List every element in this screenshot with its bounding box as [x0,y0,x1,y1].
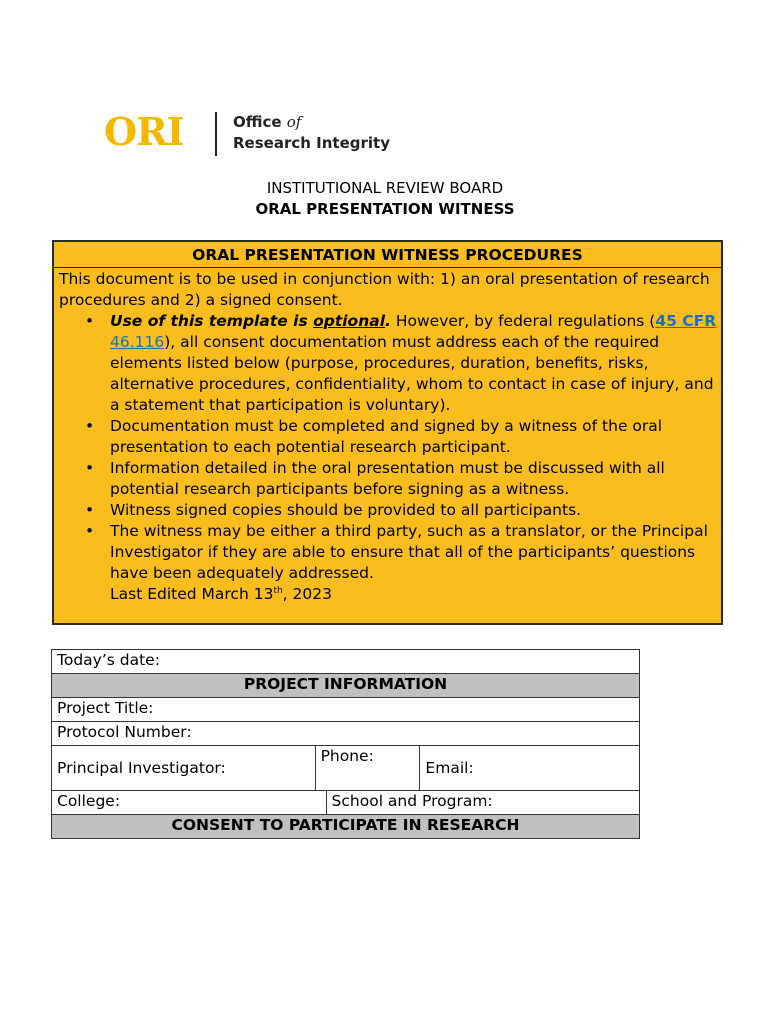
procedures-box [52,240,723,625]
principal-investigator-field[interactable]: Principal Investigator: [52,746,316,791]
document-title: ORAL PRESENTATION WITNESS [255,200,515,218]
list-item [59,521,717,584]
bullet-icon: • [85,522,95,540]
bullet1-text-rest: ), all consent documentation must address each of the required elements listed below (purpose, procedures, duration, benefits, risks, alternative procedures, confidentiality, whom to contact in case of injury, and a statement that participation is voluntary). [110,333,714,414]
procedures-intro: This document is to be used in conjunction with: 1) an oral presentation of research procedures and 2) a signed consent. [59,270,710,309]
todays-date-field[interactable]: Today’s date: [52,650,640,674]
email-field[interactable]: Email: [420,746,640,791]
last-edited-text: Last Edited March 13 [110,585,274,603]
bullet-icon: • [85,312,95,330]
last-edited-year: , 2023 [282,585,332,603]
procedures-list [59,311,717,584]
logo-divider [215,112,217,156]
bullet-icon: • [85,417,95,435]
bullet1-emphasis: Use of this template is [110,312,314,330]
logo-text [233,112,390,154]
bullet1-text: However, by federal regulations ( [390,312,656,330]
list-item [59,458,717,500]
procedures-title: ORAL PRESENTATION WITNESS PROCEDURES [192,246,583,264]
procedures-body [59,269,717,605]
last-edited-sup: th [273,585,283,596]
college-field[interactable]: College: [52,791,327,815]
cfr-link-section: 46.116 [110,333,165,351]
ori-logo-mark: ORI [104,109,184,154]
school-program-field[interactable]: School and Program: [326,791,639,815]
bullet3-text: Information detailed in the oral presentation must be discussed with all potential research participants before signing as a witness. [110,459,665,498]
cfr-link-bold: 45 CFR [655,312,717,330]
project-info-heading: PROJECT INFORMATION [52,674,640,698]
board-title: INSTITUTIONAL REVIEW BOARD [266,179,504,197]
procedures-divider [54,267,721,268]
project-title-field[interactable]: Project Title: [52,698,640,722]
last-edited [59,584,717,605]
logo-office: Office [233,113,287,131]
bullet1-period: . [385,312,391,330]
protocol-number-field[interactable]: Protocol Number: [52,722,640,746]
bullet2-text: Documentation must be completed and signed by a witness of the oral presentation to each potential research participant. [110,417,663,456]
bullet5-text: The witness may be either a third party, such as a translator, or the Principal Investigator if they are able to ensure that all of the participants’ questions have been adequately addressed. [110,522,708,582]
logo-of: of [286,113,302,131]
consent-heading: CONSENT TO PARTICIPATE IN RESEARCH [52,815,640,839]
bullet-icon: • [85,459,95,477]
list-item [59,500,717,521]
bullet4-text: Witness signed copies should be provided to all participants. [110,501,582,519]
phone-field[interactable]: Phone: [315,746,420,791]
list-item [59,416,717,458]
project-info-form [51,649,640,839]
logo-research-integrity: Research Integrity [233,134,390,152]
bullet1-optional: optional [313,312,386,330]
list-item [59,311,717,416]
bullet-icon: • [85,501,95,519]
